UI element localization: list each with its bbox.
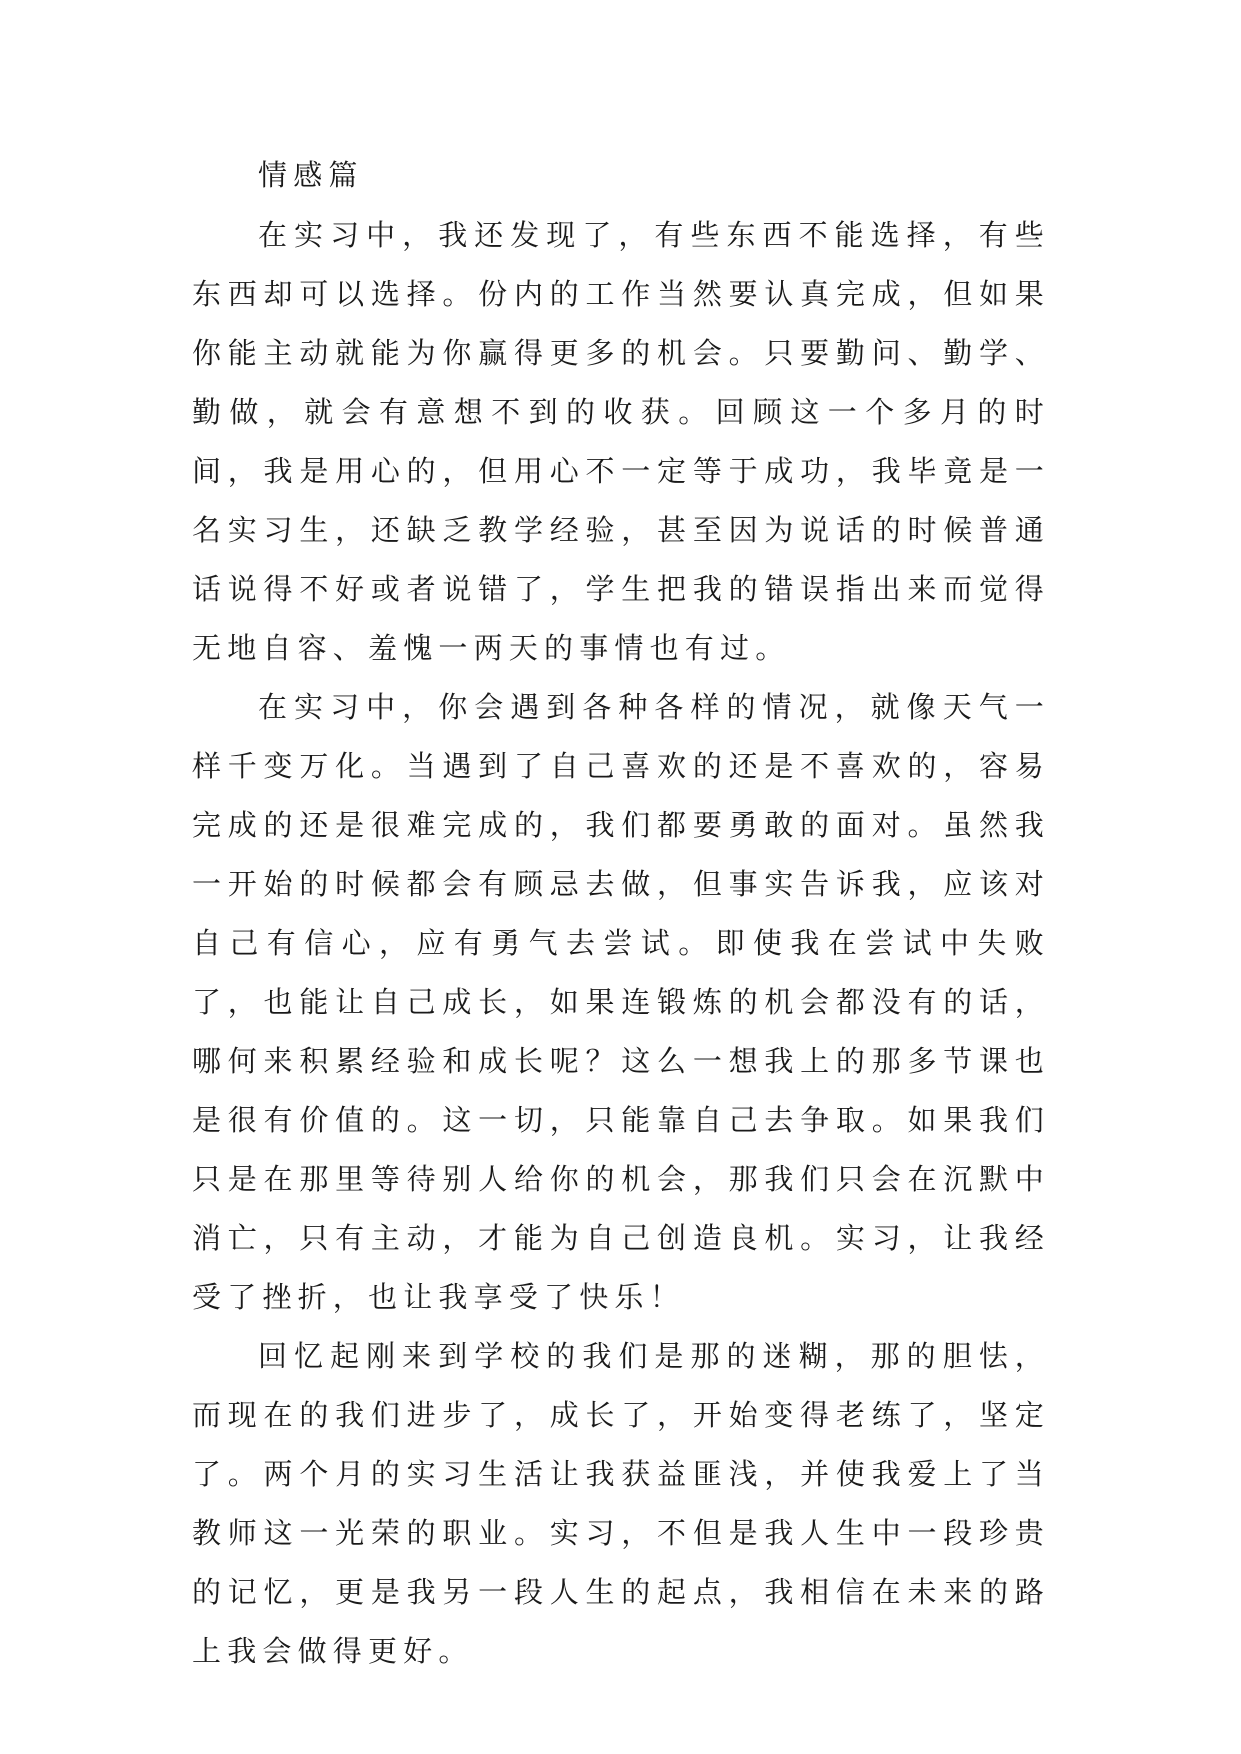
- paragraph-1: 在实习中，我还发现了，有些东西不能选择，有些东西却可以选择。份内的工作当然要认真完成，但如果你能主动就能为你赢得更多的机会。只要勤问、勤学、勤做，就会有意想不到的收获。回顾这一个多月的时间，我是用心的，但用心不一定等于成功，我毕竟是一名实习生，还缺乏教学经验，甚至因为说话的时候普通话说得不好或者说错了，学生把我的错误指出来而觉得无地自容、羞愧一两天的事情也有过。: [192, 218, 1050, 665]
- paragraph-3: 回忆起刚来到学校的我们是那的迷糊，那的胆怯，而现在的我们进步了，成长了，开始变得老练了，坚定了。两个月的实习生活让我获益匪浅，并使我爱上了当教师这一光荣的职业。实习，不但是我人生中一段珍贵的记忆，更是我另一段人生的起点，我相信在未来的路上我会做得更好。: [192, 1339, 1050, 1668]
- paragraph-2: 在实习中，你会遇到各种各样的情况，就像天气一样千变万化。当遇到了自己喜欢的还是不喜欢的，容易完成的还是很难完成的，我们都要勇敢的面对。虽然我一开始的时候都会有顾忌去做，但事实告诉我，应该对自己有信心，应有勇气去尝试。即使我在尝试中失败了，也能让自己成长，如果连锻炼的机会都没有的话，哪何来积累经验和成长呢？这么一想我上的那多节课也是很有价值的。这一切，只能靠自己去争取。如果我们只是在那里等待别人给你的机会，那我们只会在沉默中消亡，只有主动，才能为自己创造良机。实习，让我经受了挫折，也让我享受了快乐！: [192, 690, 1050, 1314]
- document-body: [192, 158, 1050, 1681]
- section-heading: 情感篇: [258, 158, 364, 192]
